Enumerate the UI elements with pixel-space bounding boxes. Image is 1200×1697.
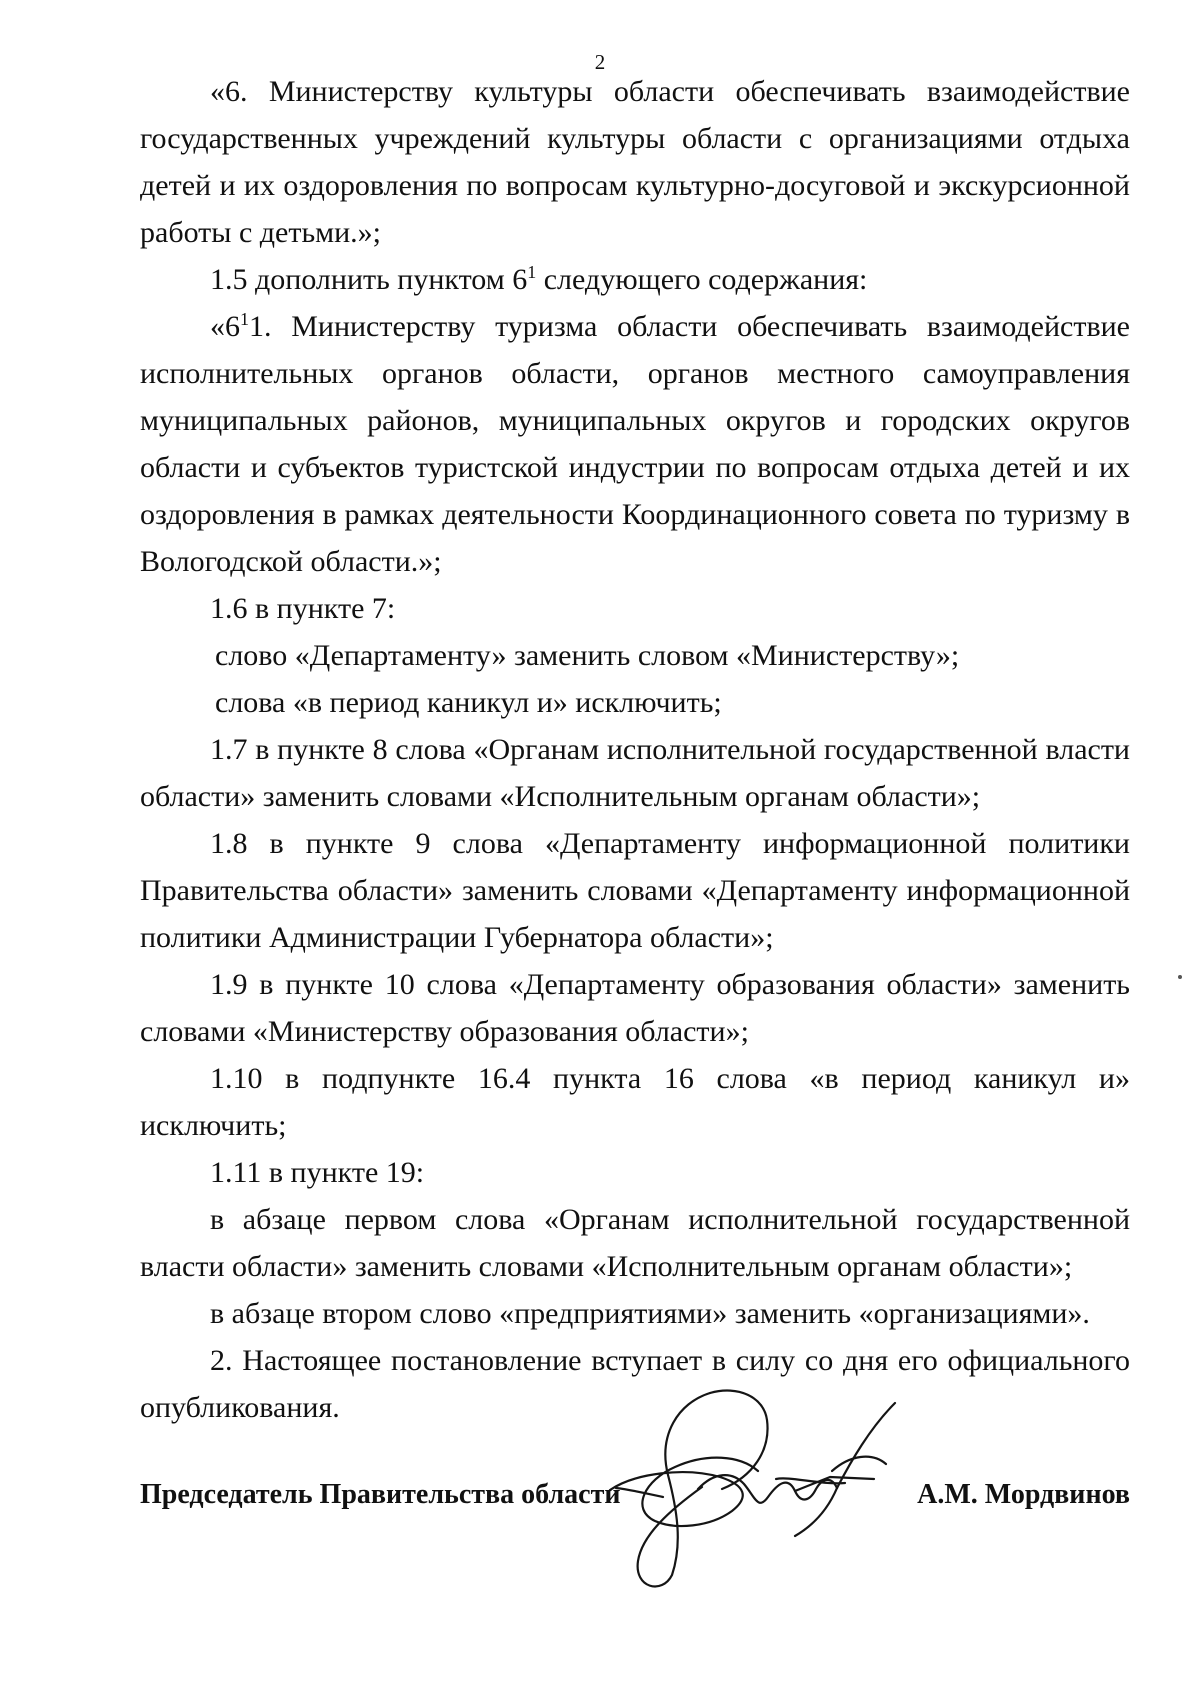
paragraph-item-1-9: 1.9 в пункте 10 слова «Департаменту образования области» заменить словами «Министерству образования области»;: [140, 968, 1130, 1048]
signer-name: А.М. Мордвинов: [917, 1479, 1130, 1510]
paragraph-tourism-ministry: [140, 303, 1130, 585]
paragraph-item-1-6: 1.6 в пункте 7:: [210, 592, 396, 625]
paragraph-item-1-10: 1.10 в подпункте 16.4 пункта 16 слова «в период каникул и» исключить;: [140, 1062, 1130, 1142]
tourism-text: 1. Министерству туризма области обеспечивать взаимодействие исполнительных органов области, органов местного самоуправления муниципальных районов, муниципальных округов и городских округов области и субъектов туристской индустрии по вопросам отдыха детей и их оздоровления в рамках деятельности Координационного совета по туризму в Вологодской области.»;: [140, 310, 1130, 578]
paragraph-item-1-7: 1.7 в пункте 8 слова «Органам исполнительной государственной власти области» заменить словами «Исполнительным органам области»;: [140, 733, 1130, 813]
tourism-quote-open: «6: [210, 310, 240, 343]
scan-margin-dot: [1178, 975, 1182, 979]
paragraph-item-1-5: [140, 256, 1130, 303]
paragraph-item-1-11: 1.11 в пункте 19:: [210, 1156, 425, 1189]
signature-block: [140, 1473, 1130, 1517]
page-number: 2: [594, 50, 606, 74]
item-1-5-superscript: 1: [527, 262, 537, 282]
item-1-5-text: 1.5 дополнить пунктом 6: [210, 263, 528, 296]
document-body: [140, 68, 1130, 1431]
paragraph-word-replace: слово «Департаменту» заменить словом «Министерству»;: [215, 639, 960, 672]
signer-title: Председатель Правительства области: [140, 1479, 621, 1510]
paragraph-words-exclude: слова «в период каникул и» исключить;: [215, 686, 722, 719]
paragraph-item-2: 2. Настоящее постановление вступает в силу со дня его официального опубликования.: [140, 1344, 1130, 1424]
paragraph-culture-ministry: «6. Министерству культуры области обеспечивать взаимодействие государственных учреждений культуры области с организациями отдыха детей и их оздоровления по вопросам культурно-досуговой и экскурсионной работы с детьми.»;: [140, 75, 1130, 249]
paragraph-item-1-8: 1.8 в пункте 9 слова «Департаменту информационной политики Правительства области» заменить словами «Департаменту информационной политики Администрации Губернатора области»;: [140, 827, 1130, 954]
tourism-superscript: 1: [240, 309, 249, 329]
item-1-5-text-cont: следующего содержания:: [543, 263, 868, 296]
paragraph-first-abzac: в абзаце первом слова «Органам исполнительной государственной власти области» заменить словами «Исполнительным органам области»;: [140, 1203, 1130, 1283]
paragraph-second-abzac: в абзаце втором слово «предприятиями» заменить «организациями».: [210, 1297, 1090, 1330]
